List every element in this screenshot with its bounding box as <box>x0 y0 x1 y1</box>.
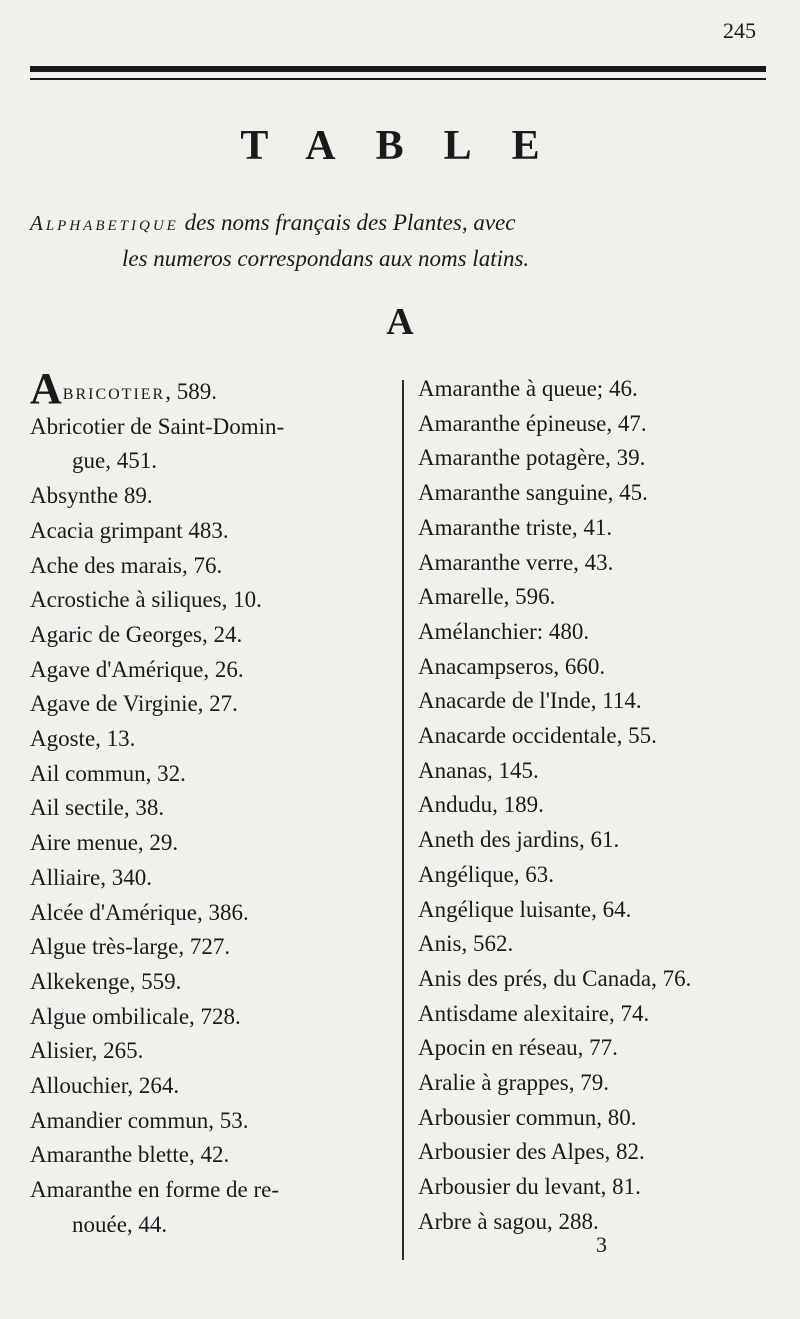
first-entry-rest: , 589. <box>165 379 217 404</box>
subtitle-line1: des noms français des Plantes, avec <box>178 210 516 235</box>
index-entry: Amandier commun, 53. <box>30 1107 249 1133</box>
index-entry: Arbousier des Alpes, 82. <box>418 1139 645 1165</box>
index-entry: Amarelle, 596. <box>418 584 556 610</box>
index-entry: Alkekenge, 559. <box>30 968 182 994</box>
index-entry: Amaranthe épineuse, 47. <box>418 410 647 436</box>
index-entry: Ache des marais, 76. <box>30 552 223 578</box>
index-entry: Alcée d'Amérique, 386. <box>30 899 249 925</box>
index-entry: Amaranthe en forme de re- <box>30 1177 280 1203</box>
index-entry: Amaranthe sanguine, 45. <box>418 480 648 506</box>
index-entry: Absynthe 89. <box>30 483 153 509</box>
index-entry: Angélique luisante, 64. <box>418 896 632 922</box>
index-entry: Agoste, 13. <box>30 726 136 752</box>
index-entry: Arbousier commun, 80. <box>418 1104 637 1130</box>
header-rule-thin <box>30 78 766 80</box>
drop-cap: A <box>30 364 62 413</box>
index-entry: Andudu, 189. <box>418 792 544 818</box>
subtitle-line2: les numeros correspondans aux noms latins. <box>122 246 530 271</box>
index-entry: Abricotier de Saint-Domin- <box>30 413 285 439</box>
index-entry: Alisier, 265. <box>30 1038 144 1064</box>
page-title: TABLE <box>240 123 580 169</box>
index-entry: Amaranthe blette, 42. <box>30 1142 230 1168</box>
section-letter: A <box>386 301 414 343</box>
index-entry: Aire menue, 29. <box>30 830 179 856</box>
index-entry: Amaranthe à queue; 46. <box>418 376 638 401</box>
index-entry: Anacampseros, 660. <box>418 653 606 679</box>
index-entry: gue, 451. <box>72 448 157 474</box>
first-entry-smallcaps: bricotier <box>62 379 166 404</box>
index-entry: Agaric de Georges, 24. <box>30 621 243 647</box>
index-entry: Acacia grimpant 483. <box>30 517 229 543</box>
index-entry: Alliaire, 340. <box>30 864 152 890</box>
page-subtitle <box>30 205 770 277</box>
index-entry: Amaranthe triste, 41. <box>418 514 613 540</box>
index-right-column <box>418 372 782 1240</box>
index-entry: Amaranthe potagère, 39. <box>418 445 646 471</box>
index-entry: Amélanchier: 480. <box>418 618 590 644</box>
index-entry: Aneth des jardins, 61. <box>418 827 620 853</box>
index-left-column <box>30 364 392 1243</box>
index-entry: Anis, 562. <box>418 931 514 957</box>
index-entry: Anacarde occidentale, 55. <box>418 723 657 749</box>
footer-signature-mark: 3 <box>596 1232 607 1257</box>
index-entry: Ail sectile, 38. <box>30 795 165 821</box>
index-entry: Allouchier, 264. <box>30 1073 180 1099</box>
index-entry: Aralie à grappes, 79. <box>418 1070 609 1096</box>
index-entry: Arbre à sagou, 288. <box>418 1208 599 1234</box>
index-entry: Apocin en réseau, 77. <box>418 1035 618 1061</box>
column-divider <box>402 380 404 1260</box>
index-entry-first <box>30 364 392 413</box>
index-entry: Anis des prés, du Canada, 76. <box>418 965 692 991</box>
index-entry: Agave de Virginie, 27. <box>30 691 238 717</box>
index-entry: nouée, 44. <box>72 1211 168 1237</box>
index-entry: Antisdame alexitaire, 74. <box>418 1000 650 1026</box>
header-rule-thick <box>30 66 766 72</box>
subtitle-lead: Alphabetique <box>30 211 179 235</box>
index-entry: Ananas, 145. <box>418 757 539 783</box>
index-entry: Acrostiche à siliques, 10. <box>30 587 262 613</box>
index-entry: Algue très-large, 727. <box>30 934 231 960</box>
index-entry: Agave d'Amérique, 26. <box>30 656 244 682</box>
index-entry: Ail commun, 32. <box>30 760 186 786</box>
index-entry: Anacarde de l'Inde, 114. <box>418 688 642 714</box>
page-number: 245 <box>723 18 756 43</box>
index-entry: Arbousier du levant, 81. <box>418 1174 641 1200</box>
index-entry: Angélique, 63. <box>418 861 555 887</box>
index-entry: Amaranthe verre, 43. <box>418 549 614 575</box>
index-entry: Algue ombilicale, 728. <box>30 1003 241 1029</box>
